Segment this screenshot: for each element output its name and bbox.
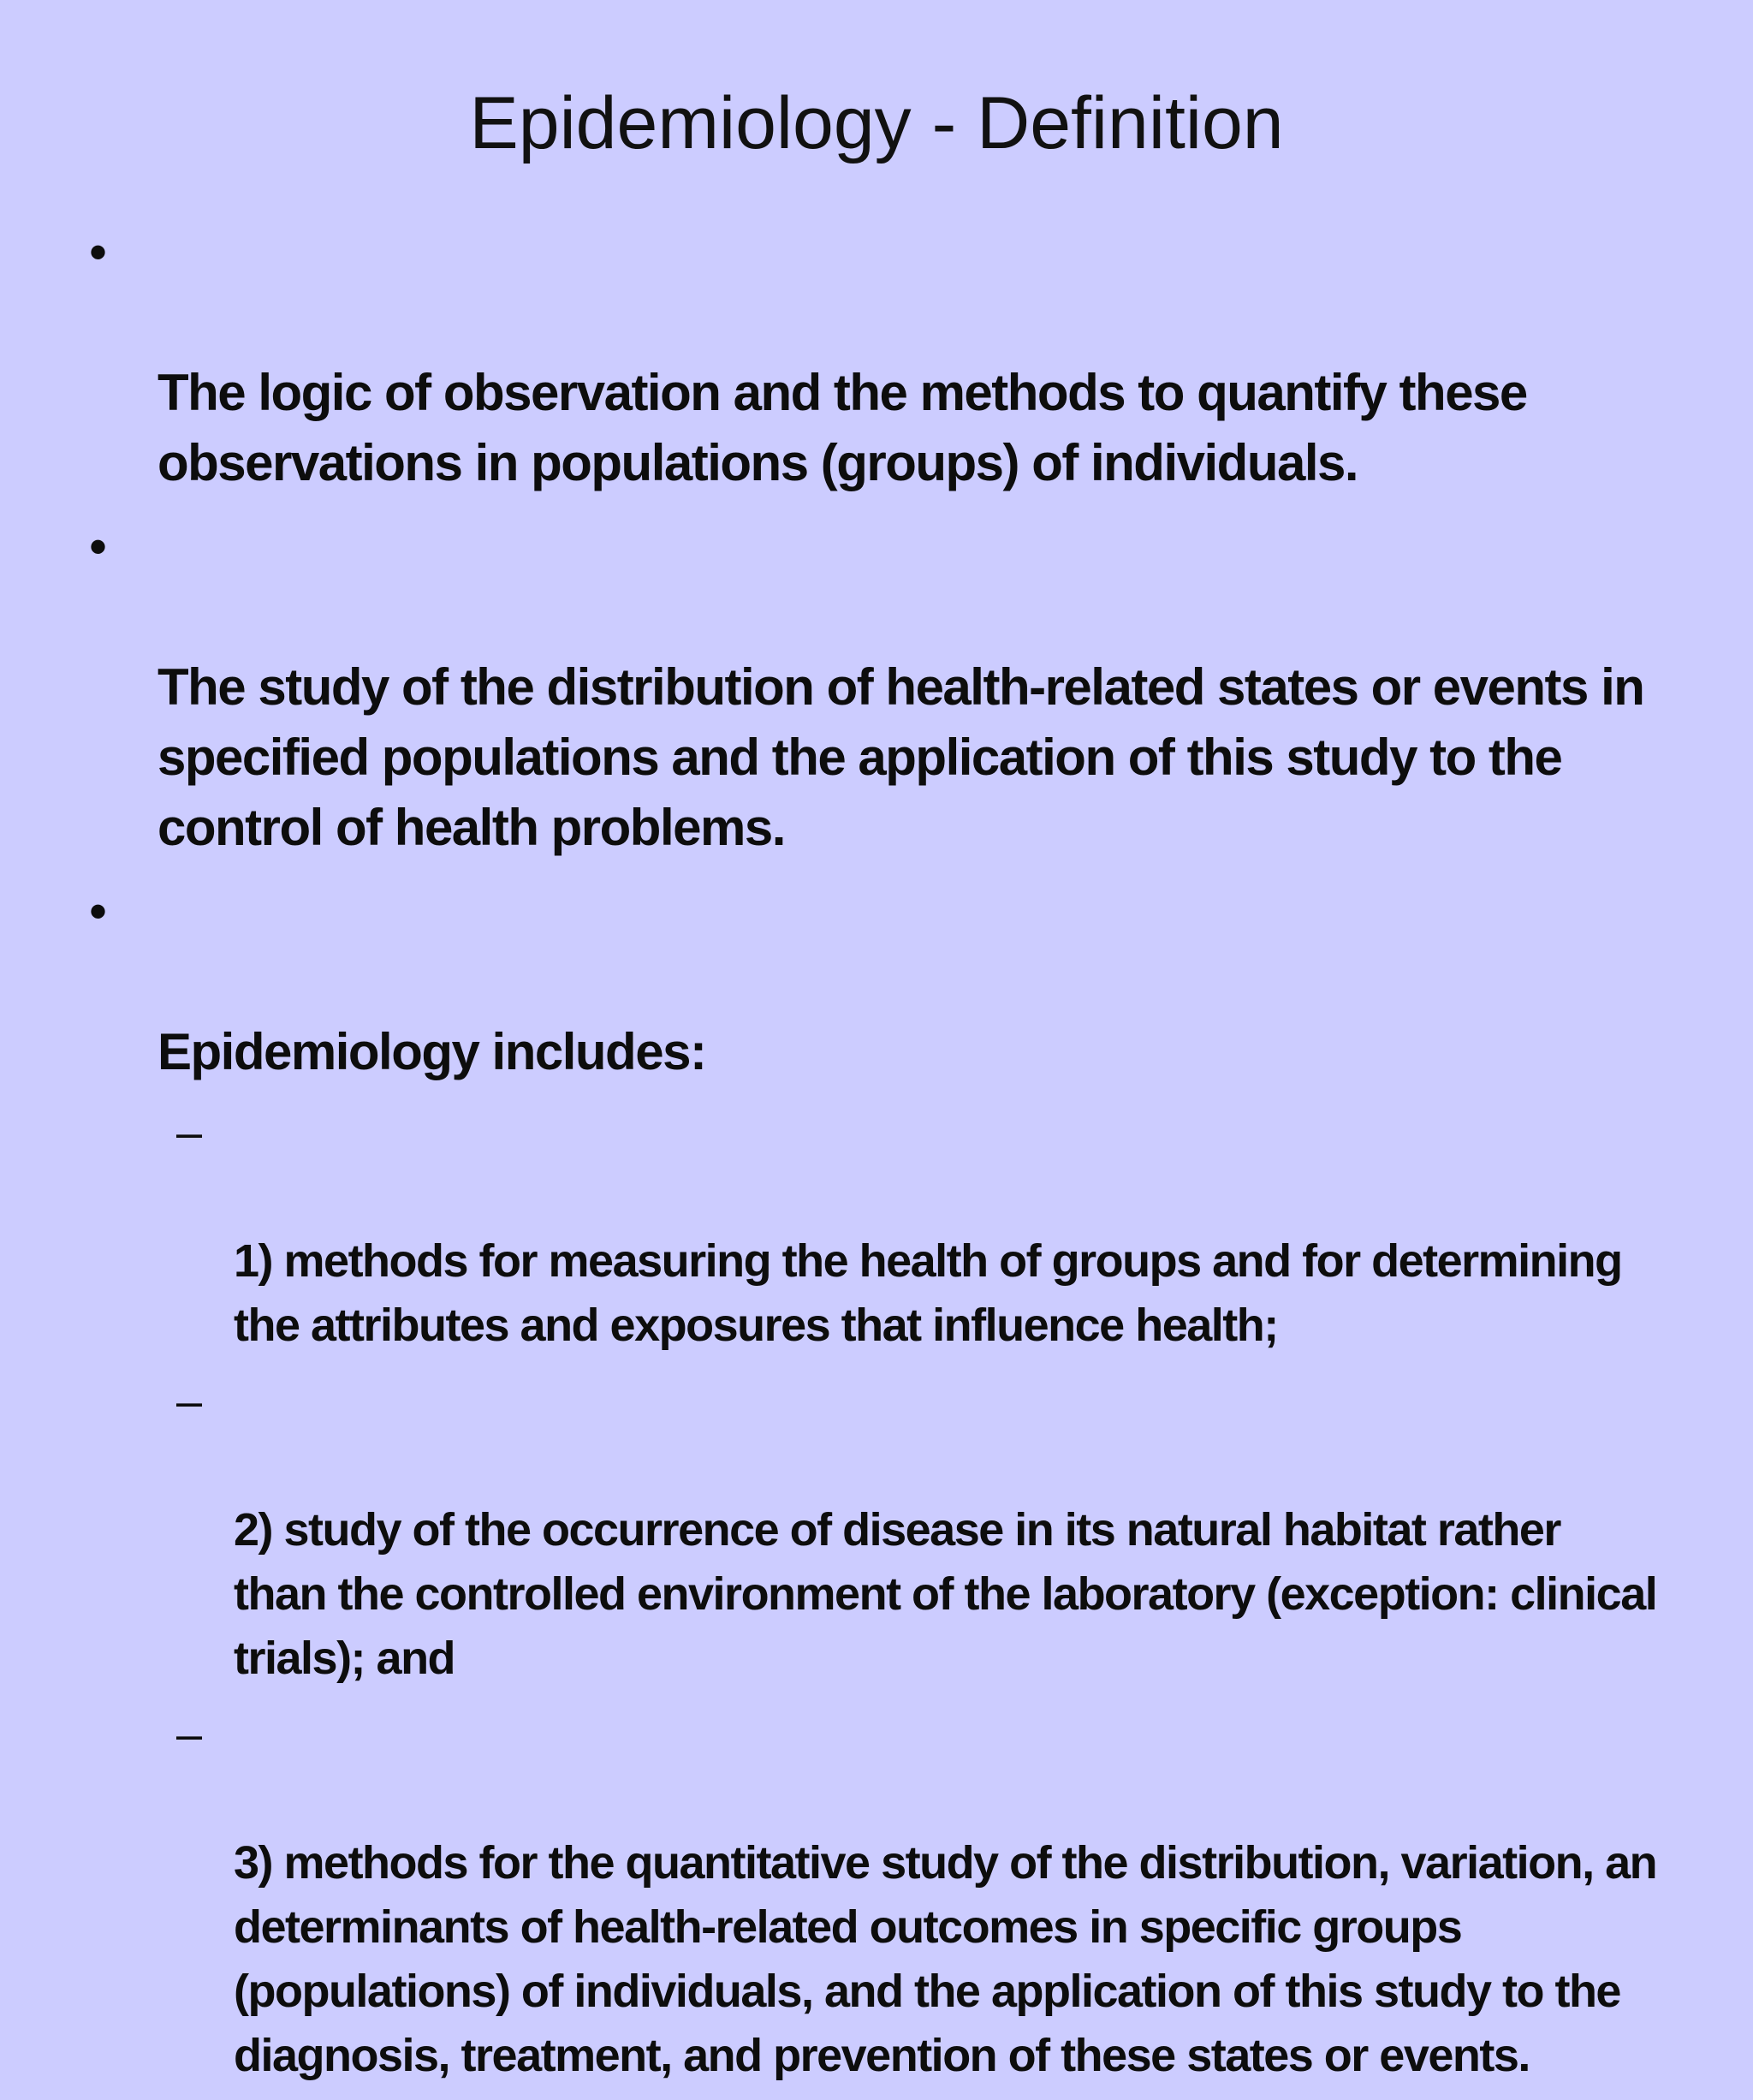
- dash-marker: –: [176, 1107, 203, 1158]
- bullet-text: Epidemiology includes:: [157, 1023, 706, 1080]
- sub-bullet-text: 3) methods for the quantitative study of the distribution, variation, an determinants of health-related outcomes in specific groups (populations) of individuals, and the application of this study to the diagnosis, treatment, and prevention of these states or events.: [234, 1837, 1657, 2081]
- sub-bullet-text: 2) study of the occurrence of disease in its natural habitat rather than the controlled environment of the laboratory (exception: clinical trials); and: [234, 1504, 1657, 1684]
- dash-marker: –: [176, 1376, 203, 1427]
- sub-bullet-list: [86, 1101, 1712, 2088]
- bullet-item: [86, 217, 1712, 498]
- bullet-marker: •: [89, 883, 108, 940]
- dash-marker: –: [176, 1709, 203, 1760]
- bullet-text: The logic of observation and the methods to quantify these observations in populations (groups) of individuals.: [157, 364, 1527, 491]
- slide-title: Epidemiology - Definition: [469, 82, 1284, 164]
- bullet-item: [86, 512, 1712, 863]
- bullet-text: The study of the distribution of health-related states or events in specified populations and the application of this study to the control of health problems.: [157, 658, 1644, 856]
- sub-bullet-item: [86, 1703, 1712, 2088]
- sub-bullet-item: [86, 1370, 1712, 1691]
- sub-bullet-text: 1) methods for measuring the health of groups and for determining the attributes and exposures that influence health;: [234, 1235, 1622, 1351]
- sub-bullet-item: [86, 1101, 1712, 1358]
- bullet-marker: •: [89, 223, 108, 281]
- bullet-marker: •: [89, 518, 108, 575]
- bullet-item: [86, 877, 1712, 1087]
- slide-content: [86, 217, 1712, 2100]
